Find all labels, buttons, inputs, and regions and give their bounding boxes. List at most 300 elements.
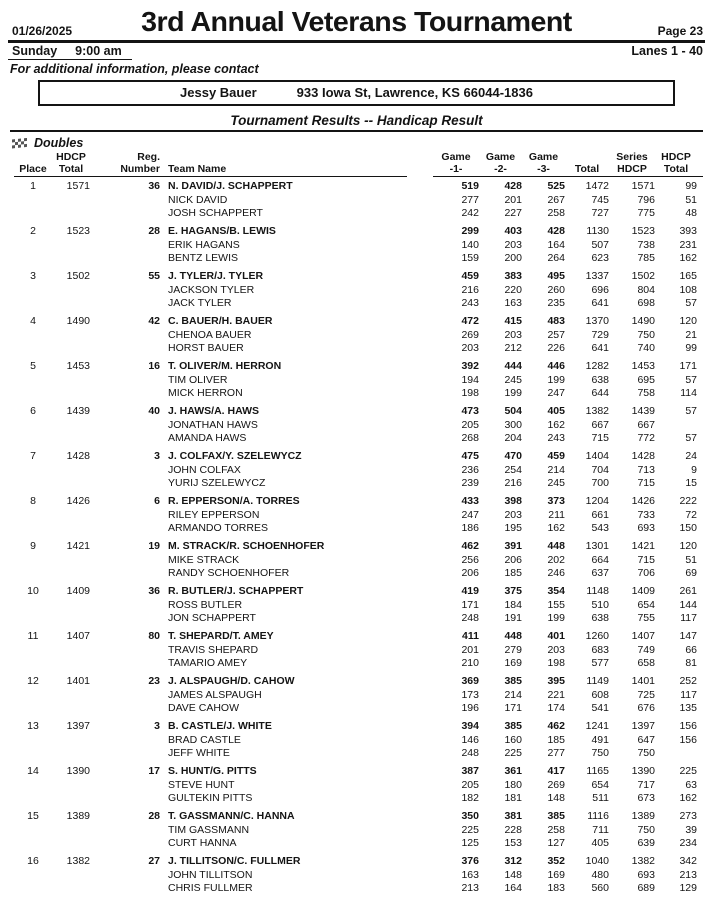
player-total-cell: 729	[591, 328, 609, 341]
team-hdcp-cell: 252	[679, 675, 697, 687]
team-game1-cell: 369	[461, 675, 479, 687]
team-series-hdcp-cell: 1502	[631, 270, 655, 282]
team-block	[14, 450, 703, 491]
player-game3-cell: 264	[547, 252, 565, 264]
player-total-cell: 507	[591, 238, 609, 251]
player-total-cell: 638	[591, 612, 609, 624]
col-total: Total	[574, 162, 600, 175]
team-row	[14, 675, 703, 689]
player-game2-cell: 203	[504, 238, 522, 251]
reg-number-cell: 55	[148, 270, 160, 282]
player-game2-cell: 169	[504, 657, 522, 669]
team-game1-cell: 462	[461, 540, 479, 552]
contact-address: 933 Iowa St, Lawrence, KS 66044-1836	[296, 85, 533, 100]
player-game1-cell: 242	[461, 207, 479, 219]
team-row	[14, 585, 703, 599]
player-game2-cell: 148	[504, 868, 522, 881]
player-game1-cell: 146	[461, 733, 479, 746]
player-game1-cell: 239	[461, 477, 479, 489]
reg-number-cell: 42	[148, 315, 160, 327]
event-section	[12, 136, 705, 150]
player-name-cell: JACK TYLER	[168, 297, 232, 309]
player-game2-cell: 254	[504, 463, 522, 476]
player-name-cell: ROSS BUTLER	[168, 598, 243, 611]
player-total-cell: 654	[591, 778, 609, 791]
player-total-cell: 644	[591, 387, 609, 399]
player-game3-cell: 185	[547, 733, 565, 746]
team-name-cell: J. TYLER/J. TYLER	[168, 270, 264, 282]
player-row	[14, 644, 703, 658]
hdcp-total-cell: 1453	[66, 360, 90, 372]
player-total-cell: 405	[591, 837, 609, 849]
player-total-cell: 511	[592, 792, 609, 804]
hdcp-total-cell: 1421	[66, 540, 90, 552]
table-header-left	[14, 152, 407, 177]
player-row	[14, 284, 703, 298]
team-series-hdcp-cell: 1426	[631, 495, 655, 507]
player-game2-cell: 180	[504, 778, 522, 791]
hdcp-total-cell: 1401	[66, 675, 90, 687]
team-game2-cell: 391	[504, 540, 522, 552]
team-series-hdcp-cell: 1409	[631, 585, 655, 597]
player-game2-cell: 171	[504, 702, 522, 714]
team-name-cell: R. BUTLER/J. SCHAPPERT	[168, 585, 304, 597]
player-row	[14, 432, 703, 446]
player-row	[14, 599, 703, 613]
player-game3-cell: 214	[547, 463, 565, 476]
player-name-cell: RANDY SCHOENHOFER	[168, 567, 290, 579]
team-series-hdcp-cell: 1401	[631, 675, 655, 687]
player-game2-cell: 204	[504, 432, 522, 444]
place-cell: 10	[27, 585, 39, 597]
player-name-cell: YURIJ SZELEWYCZ	[168, 477, 266, 489]
player-game3-cell: 127	[547, 837, 565, 849]
player-row	[14, 837, 703, 851]
player-row	[14, 734, 703, 748]
team-total-cell: 1130	[586, 225, 609, 237]
player-game2-cell: 181	[504, 792, 522, 804]
player-game1-cell: 256	[461, 553, 479, 566]
player-row	[14, 824, 703, 838]
team-block	[14, 315, 703, 356]
player-total-cell: 704	[591, 463, 609, 476]
player-row	[14, 374, 703, 388]
reg-number-cell: 40	[148, 405, 160, 417]
player-game2-cell: 220	[504, 283, 522, 296]
team-series-hdcp-cell: 1407	[631, 630, 655, 642]
col-series-hdcp: Series HDCP	[616, 151, 648, 175]
team-row	[14, 180, 703, 194]
place-cell: 12	[27, 675, 39, 687]
hdcp-total-cell: 1490	[66, 315, 90, 327]
team-row	[14, 450, 703, 464]
reg-number-cell: 3	[154, 450, 160, 462]
player-row	[14, 567, 703, 581]
player-game3-cell: 198	[547, 657, 565, 669]
player-game2-cell: 185	[504, 567, 522, 579]
team-total-cell: 1301	[585, 540, 609, 552]
team-game3-cell: 354	[547, 585, 565, 597]
player-game2-cell: 191	[504, 612, 522, 624]
team-game3-cell: 373	[547, 495, 565, 507]
team-game3-cell: 385	[547, 810, 565, 822]
team-series-hdcp-cell: 1571	[631, 180, 655, 192]
team-hdcp-cell: 120	[679, 540, 697, 552]
session-day-time	[8, 44, 132, 60]
player-game1-cell: 248	[461, 747, 479, 759]
player-total-cell: 577	[591, 657, 609, 669]
team-row	[14, 765, 703, 779]
player-hdcp-cell: 129	[679, 882, 697, 894]
player-game3-cell: 202	[547, 553, 565, 566]
team-game1-cell: 419	[461, 585, 479, 597]
team-game2-cell: 415	[504, 315, 522, 327]
player-series-hdcp-cell: 689	[637, 882, 655, 894]
team-block	[14, 225, 703, 266]
reg-number-cell: 3	[154, 720, 160, 732]
team-block	[14, 675, 703, 716]
player-game1-cell: 236	[461, 463, 479, 476]
team-name-cell: C. BAUER/H. BAUER	[168, 315, 273, 327]
team-series-hdcp-cell: 1390	[631, 765, 655, 777]
player-series-hdcp-cell: 693	[637, 868, 655, 881]
player-total-cell: 560	[591, 882, 609, 894]
team-game2-cell: 385	[504, 720, 522, 732]
player-series-hdcp-cell: 772	[637, 432, 655, 444]
player-hdcp-cell: 213	[679, 868, 697, 881]
player-row	[14, 792, 703, 806]
player-game3-cell: 169	[547, 868, 565, 881]
player-game3-cell: 174	[547, 702, 565, 714]
team-game3-cell: 495	[547, 270, 565, 282]
team-game1-cell: 519	[461, 180, 479, 192]
player-hdcp-cell	[655, 747, 703, 761]
player-hdcp-cell: 66	[685, 643, 697, 656]
player-game3-cell: 245	[547, 477, 565, 489]
player-total-cell: 638	[591, 373, 609, 386]
team-series-hdcp-cell: 1439	[631, 405, 655, 417]
player-row	[14, 207, 703, 221]
team-game1-cell: 299	[461, 225, 479, 237]
team-total-cell: 1040	[585, 855, 609, 867]
team-game2-cell: 381	[504, 810, 522, 822]
player-name-cell: MICK HERRON	[168, 387, 243, 399]
team-hdcp-cell: 57	[685, 405, 697, 417]
team-game3-cell: 448	[547, 540, 565, 552]
team-row	[14, 315, 703, 329]
player-total-cell: 623	[591, 252, 609, 264]
team-block	[14, 180, 703, 221]
team-game3-cell: 401	[547, 630, 565, 642]
reg-number-cell: 6	[154, 495, 160, 507]
player-game3-cell: 246	[547, 567, 565, 579]
player-series-hdcp-cell: 740	[637, 342, 655, 354]
player-hdcp-cell: 162	[679, 792, 697, 804]
team-name-cell: M. STRACK/R. SCHOENHOFER	[168, 540, 325, 552]
team-hdcp-cell: 222	[679, 495, 697, 507]
reg-number-cell: 19	[148, 540, 160, 552]
place-cell: 3	[30, 270, 36, 282]
player-row	[14, 464, 703, 478]
team-name-cell: T. GASSMANN/C. HANNA	[168, 810, 295, 822]
player-game3-cell: 199	[547, 373, 565, 386]
team-total-cell: 1382	[585, 405, 609, 417]
team-row	[14, 270, 703, 284]
player-total-cell: 696	[591, 283, 609, 296]
team-total-cell: 1404	[585, 450, 609, 462]
team-total-cell: 1204	[585, 495, 609, 507]
hdcp-total-cell: 1382	[66, 855, 90, 867]
team-hdcp-cell: 171	[679, 360, 697, 372]
player-name-cell: HORST BAUER	[168, 342, 244, 354]
team-name-cell: J. HAWS/A. HAWS	[168, 405, 260, 417]
player-row	[14, 387, 703, 401]
player-hdcp-cell: 57	[685, 432, 697, 444]
team-game1-cell: 475	[461, 450, 479, 462]
player-game3-cell: 203	[547, 643, 565, 656]
team-name-cell: J. COLFAX/Y. SZELEWYCZ	[168, 450, 302, 462]
player-row	[14, 747, 703, 761]
team-game1-cell: 473	[461, 405, 479, 417]
table-header	[14, 152, 703, 177]
player-total-cell: 480	[591, 868, 609, 881]
col-game-2: Game -2-	[485, 151, 516, 175]
team-game1-cell: 472	[461, 315, 479, 327]
team-block	[14, 810, 703, 851]
team-hdcp-cell: 165	[679, 270, 697, 282]
player-total-cell: 641	[591, 342, 609, 354]
place-cell: 1	[30, 180, 36, 192]
team-total-cell: 1282	[585, 360, 609, 372]
team-game2-cell: 312	[504, 855, 522, 867]
team-game3-cell: 462	[547, 720, 565, 732]
team-game2-cell: 375	[504, 585, 522, 597]
player-hdcp-cell: 57	[685, 297, 697, 309]
place-cell: 13	[27, 720, 39, 732]
player-game2-cell: 212	[504, 342, 522, 354]
player-series-hdcp-cell: 647	[637, 733, 655, 746]
team-row	[14, 810, 703, 824]
team-row	[14, 360, 703, 374]
team-block	[14, 585, 703, 626]
player-row	[14, 194, 703, 208]
player-game3-cell: 258	[547, 207, 565, 219]
team-total-cell: 1260	[585, 630, 609, 642]
player-game1-cell: 159	[461, 252, 479, 264]
team-game2-cell: 504	[504, 405, 522, 417]
player-game3-cell: 226	[547, 342, 565, 354]
player-game3-cell: 162	[547, 522, 565, 534]
team-series-hdcp-cell: 1453	[631, 360, 655, 372]
player-game1-cell: 268	[461, 432, 479, 444]
team-hdcp-cell: 156	[679, 720, 697, 732]
player-name-cell: GULTEKIN PITTS	[168, 792, 253, 804]
player-row	[14, 657, 703, 671]
col-hdcp-total: HDCP Total	[56, 151, 86, 175]
table-header-right	[433, 152, 703, 177]
team-game2-cell: 444	[504, 360, 522, 372]
player-name-cell: JOHN COLFAX	[168, 463, 241, 476]
reg-number-cell: 28	[148, 225, 160, 237]
session-row	[8, 44, 705, 60]
place-cell: 5	[30, 360, 36, 372]
team-game1-cell: 387	[461, 765, 479, 777]
player-hdcp-cell: 72	[685, 508, 697, 521]
player-hdcp-cell	[655, 419, 703, 433]
player-row	[14, 869, 703, 883]
player-hdcp-cell: 9	[691, 463, 697, 476]
player-series-hdcp-cell: 725	[637, 688, 655, 701]
player-name-cell: JOHN TILLITSON	[168, 868, 253, 881]
team-row	[14, 720, 703, 734]
team-game3-cell: 428	[547, 225, 565, 237]
player-series-hdcp-cell: 715	[637, 477, 655, 489]
place-cell: 8	[30, 495, 36, 507]
player-row	[14, 612, 703, 626]
team-series-hdcp-cell: 1428	[631, 450, 655, 462]
player-game2-cell: 206	[504, 553, 522, 566]
player-game2-cell: 164	[504, 882, 522, 894]
player-total-cell: 727	[591, 207, 609, 219]
player-name-cell: ERIK HAGANS	[168, 238, 240, 251]
player-total-cell: 491	[591, 733, 609, 746]
player-series-hdcp-cell: 717	[637, 778, 655, 791]
player-hdcp-cell: 51	[685, 553, 697, 566]
player-game2-cell: 203	[504, 508, 522, 521]
player-series-hdcp-cell: 639	[637, 837, 655, 849]
player-total-cell: 510	[591, 598, 609, 611]
col-place: Place	[19, 162, 47, 175]
team-game2-cell: 398	[504, 495, 522, 507]
player-row	[14, 522, 703, 536]
player-hdcp-cell: 81	[685, 657, 697, 669]
team-game3-cell: 446	[547, 360, 565, 372]
player-row	[14, 419, 703, 433]
player-game3-cell: 235	[547, 297, 565, 309]
player-game3-cell: 277	[547, 747, 565, 759]
player-row	[14, 689, 703, 703]
player-total-cell: 683	[591, 643, 609, 656]
player-hdcp-cell: 117	[680, 688, 697, 701]
player-hdcp-cell: 114	[680, 387, 697, 399]
team-name-cell: T. OLIVER/M. HERRON	[168, 360, 282, 372]
player-game1-cell: 182	[461, 792, 479, 804]
player-hdcp-cell: 39	[685, 823, 697, 836]
reg-number-cell: 36	[148, 180, 160, 192]
player-row	[14, 882, 703, 896]
player-hdcp-cell: 234	[679, 837, 697, 849]
team-hdcp-cell: 393	[679, 225, 697, 237]
player-game2-cell: 228	[504, 823, 522, 836]
player-name-cell: TAMARIO AMEY	[168, 657, 248, 669]
player-total-cell: 541	[591, 702, 609, 714]
player-hdcp-cell: 117	[680, 612, 697, 624]
player-game1-cell: 205	[461, 418, 479, 431]
col-hdcp-total-right: HDCP Total	[661, 151, 691, 175]
team-hdcp-cell: 273	[679, 810, 697, 822]
player-name-cell: STEVE HUNT	[168, 778, 235, 791]
player-hdcp-cell: 135	[679, 702, 697, 714]
team-series-hdcp-cell: 1421	[631, 540, 655, 552]
player-game1-cell: 201	[461, 643, 479, 656]
player-hdcp-cell: 144	[679, 598, 697, 611]
player-total-cell: 637	[591, 567, 609, 579]
team-total-cell: 1337	[585, 270, 609, 282]
team-game2-cell: 383	[504, 270, 522, 282]
page-number: Page 23	[657, 24, 703, 38]
team-row	[14, 405, 703, 419]
player-series-hdcp-cell: 654	[637, 598, 655, 611]
team-series-hdcp-cell: 1382	[631, 855, 655, 867]
team-row	[14, 225, 703, 239]
col-team-name: Team Name	[168, 162, 227, 175]
col-reg-number: Reg. Number	[120, 151, 160, 175]
player-game3-cell: 267	[547, 193, 565, 206]
player-series-hdcp-cell: 713	[637, 463, 655, 476]
player-row	[14, 702, 703, 716]
team-game2-cell: 470	[504, 450, 522, 462]
player-game3-cell: 183	[547, 882, 565, 894]
team-total-cell: 1241	[585, 720, 609, 732]
team-hdcp-cell: 120	[679, 315, 697, 327]
team-block	[14, 270, 703, 311]
team-game2-cell: 385	[504, 675, 522, 687]
team-hdcp-cell: 342	[679, 855, 697, 867]
player-total-cell: 641	[591, 297, 609, 309]
team-name-cell: J. TILLITSON/C. FULLMER	[168, 855, 301, 867]
team-name-cell: S. HUNT/G. PITTS	[168, 765, 257, 777]
player-game2-cell: 200	[504, 252, 522, 264]
player-total-cell: 700	[591, 477, 609, 489]
player-game1-cell: 206	[461, 567, 479, 579]
session-time: 9:00 am	[75, 44, 122, 58]
player-series-hdcp-cell: 715	[637, 553, 655, 566]
player-name-cell: BRAD CASTLE	[168, 733, 241, 746]
team-series-hdcp-cell: 1523	[631, 225, 655, 237]
player-name-cell: AMANDA HAWS	[168, 432, 247, 444]
player-game3-cell: 148	[547, 792, 565, 804]
player-game2-cell: 227	[504, 207, 522, 219]
player-game2-cell: 195	[504, 522, 522, 534]
player-total-cell: 711	[592, 823, 609, 836]
player-hdcp-cell: 69	[685, 567, 697, 579]
contact-box	[38, 80, 675, 106]
player-series-hdcp-cell: 750	[637, 747, 655, 759]
player-series-hdcp-cell: 758	[637, 387, 655, 399]
reg-number-cell: 80	[148, 630, 160, 642]
player-hdcp-cell: 150	[679, 522, 697, 534]
place-cell: 6	[30, 405, 36, 417]
hdcp-total-cell: 1409	[66, 585, 90, 597]
team-block	[14, 765, 703, 806]
header-rule	[8, 40, 705, 43]
hdcp-total-cell: 1397	[66, 720, 90, 732]
player-row	[14, 239, 703, 253]
player-series-hdcp-cell: 750	[637, 328, 655, 341]
player-game2-cell: 300	[504, 418, 522, 431]
player-series-hdcp-cell: 693	[637, 522, 655, 534]
player-row	[14, 779, 703, 793]
team-game2-cell: 448	[504, 630, 522, 642]
team-game1-cell: 433	[461, 495, 479, 507]
player-hdcp-cell: 21	[685, 328, 697, 341]
team-block	[14, 360, 703, 401]
team-game3-cell: 395	[547, 675, 565, 687]
team-name-cell: E. HAGANS/B. LEWIS	[168, 225, 276, 237]
hdcp-total-cell: 1390	[66, 765, 90, 777]
team-total-cell: 1370	[585, 315, 609, 327]
player-series-hdcp-cell: 775	[637, 207, 655, 219]
